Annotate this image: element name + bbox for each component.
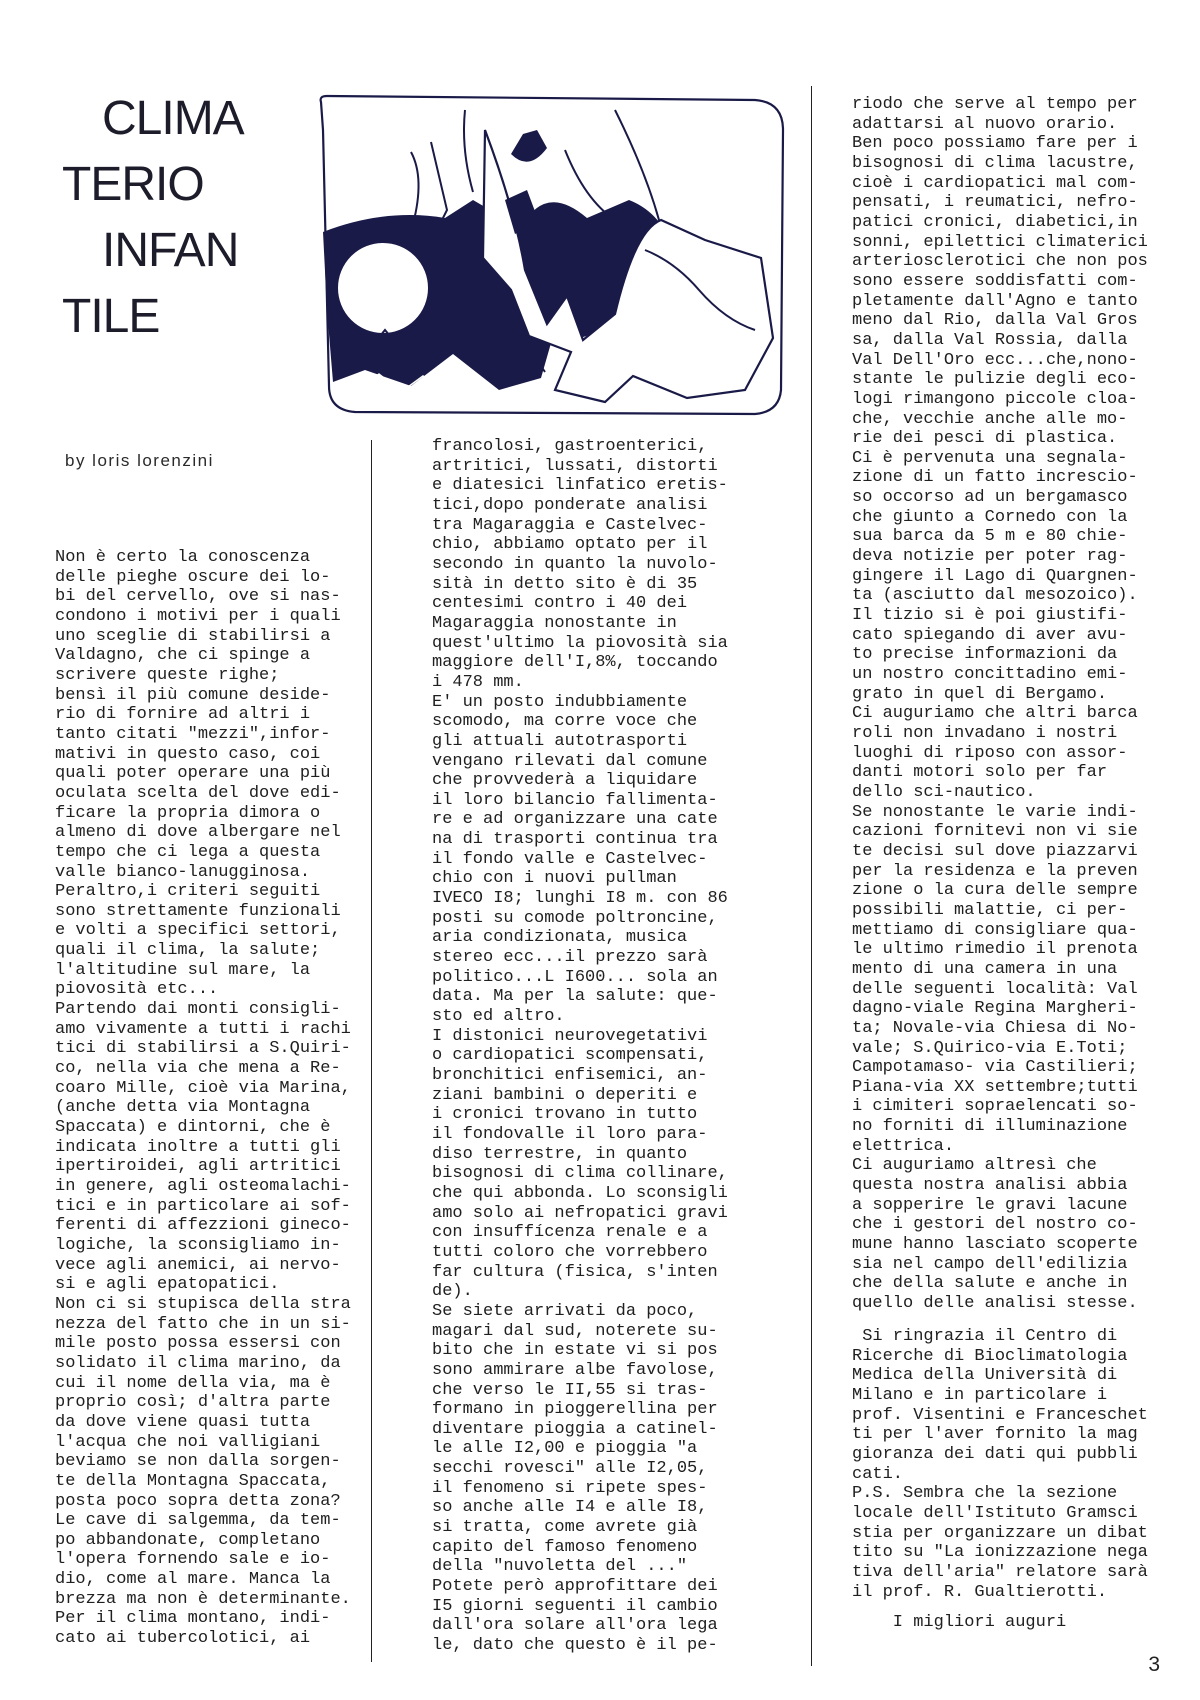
column-rule <box>371 440 372 1662</box>
acknowledgement: Si ringrazia il Centro di Ricerche di Bioclimatologia Medica della Università di Milano e in particolare i prof. Visentini e Franceschet ti per l'aver fornito la mag gioranza dei dati qui pubbli cati. P.S. Sembra che la sezione locale dell'Istituto Gramsci stia per organizzare un dibat tito su "La ionizzazione nega tiva dell'aria" relatore sarà il prof. R. Gualtierotti. <box>852 1327 1148 1602</box>
article-column-2: francolosi, gastroenterici, artritici, lussati, distorti e diatesici linfatico eretis- tici,dopo ponderate analisi tra Magaraggia e Castelvec- chio, abbiamo optato per il secondo in quanto la nuvolo- sità in detto sito è di 35 centesimi contro i 40 dei Magaraggia nonostante in quest'ultimo la piovosità sia maggiore dell'I,8%, toccando i 478 mm. E' un posto indubbiamente scomodo, ma corre voce che gli attuali autotrasporti vengano rilevati dal comune che provvederà a liquidare il loro bilancio fallimenta- re e ad organizzare una cate na di trasporti continua tra il fondo valle e Castelvec- chio con i nuovi pullman IVECO I8; lunghi I8 m. con 86 posti su comode poltroncine, aria condizionata, musica stereo ecc...il prezzo sarà politico...L I600... sola an data. Ma per la salute: que- sto ed altro. I distonici neurovegetativi o cardiopatici scompensati, bronchitici enfisemici, an- ziani bambini o deperiti e i cronici trovano in tutto il fondovalle il loro para- diso terrestre, in quanto bisognosi di clima collinare, che qui abbonda. Lo sconsigli amo solo ai nefropatici gravi con insuffícenza renale e a tutti coloro che vorrebbero far cultura (fisica, s'inten de). Se siete arrivati da poco, magari dal sud, noterete su- bito che in estate vi si pos sono ammirare albe favolose, che verso le II,55 si tras- formano in pioggerellina per diventare pioggia a catinel- le alle I2,00 e pioggia "a secchi rovesci" alle I2,05, il fenomeno si ripete spes- so anche alle I4 e alle I8, si tratta, come avrete già capito del famoso fenomeno della "nuvoletta del ..." Potete però approfittare dei I5 giorni seguenti il cambio dall'ora solare all'ora lega le, dato che questo è il pe- <box>432 437 728 1656</box>
title-line: TILE <box>62 290 160 343</box>
abstract-illustration <box>315 90 789 420</box>
article-column-1: Non è certo la conoscenza delle pieghe oscure dei lo- bi del cervello, ove si nas- condono i motivi per i quali uno sceglie di stabilirsi a Valdagno, che ci spinge a scrivere queste righe; bensì il più comune deside- rio di fornire ad altri i tanto citati "mezzi",infor- mativi in questo caso, coi quali poter operare una più oculata scelta del dove edi- ficare la propria dimora o almeno di dove albergare nel tempo che ci lega a questa valle bianco-lanugginosa. Peraltro,i criteri seguiti sono strettamente funzionali e volti a specifici settori, quali il clima, la salute; l'altitudine sul mare, la piovosità etc... Partendo dai monti consigli- amo vivamente a tutti i rachi tici di stabilirsi a S.Quiri- co, nella via che mena a Re- coaro Mille, cioè via Marina, (anche detta via Montagna Spaccata) e dintorni, che è indicata inoltre a tutti gli ipertiroidei, agli artritici in genere, agli osteomalachi- tici e in particolare ai sof- ferenti di affezzioni gineco- logiche, la sconsigliamo in- vece agli anemici, ai nervo- si e agli epatopatici. Non ci si stupisca della stra nezza del fatto che in un si- mile posto possa essersi con solidato il clima marino, da cui il nome della via, ma è proprio così; d'altra parte da dove viene quasi tutta l'acqua che noi valligiani beviamo se non dalla sorgen- te della Montagna Spaccata, posta poco sopra detta zona? Le cave di salgemma, da tem- po abbandonate, completano l'opera fornendo sale e io- dio, come al mare. Manca la brezza ma non è determinante. Per il clima montano, indi- cato ai tubercolotici, ai <box>55 548 351 1649</box>
title-line: CLIMA <box>102 92 244 145</box>
page-number: 3 <box>1148 1653 1160 1676</box>
article-title <box>62 86 244 350</box>
closing-greeting: I migliori auguri <box>852 1613 1067 1632</box>
title-line: INFAN <box>102 224 239 277</box>
column-rule <box>811 86 812 1666</box>
article-column-3: riodo che serve al tempo per adattarsi al nuovo orario. Ben poco possiamo fare per i bisognosi di clima lacustre, cioè i cardiopatici mal com- pensati, i reumatici, nefro- patici cronici, diabetici,in sonni, epilettici climaterici arteriosclerotici che non pos sono essere soddisfatti com- pletamente dall'Agno e tanto meno dal Rio, dalla Val Gros sa, dalla Val Rossia, dalla Val Dell'Oro ecc...che,nono- stante le pulizie degli eco- logi rimangono piccole cloa- che, vecchie anche alle mo- rie dei pesci di plastica. Ci è pervenuta una segnala- zione di un fatto increscio- so occorso ad un bergamasco che giunto a Cornedo con la sua barca da 5 m e 80 chie- deva notizie per poter rag- gingere il Lago di Quargnen- ta (asciutto dal mesozoico). Il tizio si è poi giustifi- cato spiegando di aver avu- to precise informazioni da un nostro concittadino emi- grato in quel di Bergamo. Ci auguriamo che altri barca roli non invadano i nostri luoghi di riposo con assor- danti motori solo per far dello sci-nautico. Se nonostante le varie indi- cazioni fornitevi non vi sie te decisi sul dove piazzarvi per la residenza e la preven zione o la cura delle sempre possibili malattie, ci per- mettiamo di consigliare qua- le ultimo rimedio il prenota mento di una camera in una delle seguenti località: Val dagno-viale Regina Margheri- ta; Novale-via Chiesa di No- vale; S.Quirico-via E.Toti; Campotamaso- via Castilieri; Piana-via XX settembre;tutti i cimiteri sopraelencati so- no forniti di illuminazione elettrica. Ci auguriamo altresì che questa nostra analisi abbia a sopperire le gravi lacune che i gestori del nostro co- mune hanno lasciato scoperte sia nel campo dell'edilizia che della salute e anche in quello delle analisi stesse. <box>852 95 1148 1314</box>
byline: by loris lorenzini <box>65 451 214 470</box>
title-line: TERIO <box>62 158 204 211</box>
